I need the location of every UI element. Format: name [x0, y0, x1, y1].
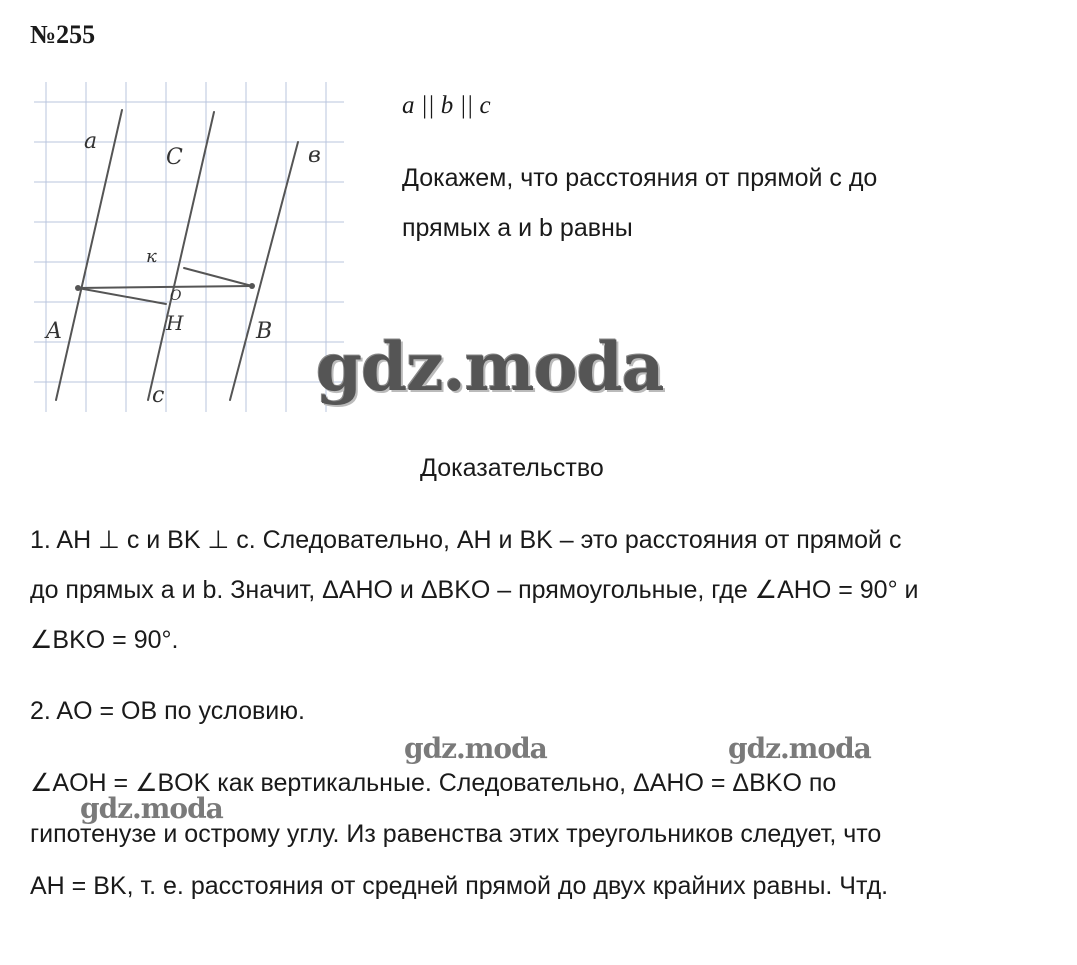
- proof-p2-line3: гипотенузе и острому углу. Из равенства этих треугольников следует, что: [30, 820, 882, 848]
- to-prove-line-1: Докажем, что расстояния от прямой c до: [402, 164, 878, 192]
- grid: [34, 82, 344, 412]
- geometry-sketch: [34, 82, 344, 412]
- problem-number: №255: [30, 20, 96, 49]
- proof-p2-line1: 2. AO = OB по условию.: [30, 697, 305, 725]
- segment-bk: [184, 268, 252, 286]
- label-a-point: A: [46, 319, 62, 344]
- proof-p2-line2: ∠AOH = ∠BOK как вертикальные. Следовательно, ΔAHO = ΔBKO по: [30, 769, 837, 797]
- label-h: H: [166, 311, 184, 335]
- proof-p2-line4: AH = BK, т. е. расстояния от средней прямой до двух крайних равны. Чтд.: [30, 872, 889, 900]
- label-b: в: [308, 143, 321, 168]
- point-a: [75, 285, 81, 291]
- label-c-top: C: [166, 145, 183, 170]
- watermark-small-1: gdz.moda: [404, 732, 547, 765]
- watermark-small-3: gdz.moda: [80, 792, 223, 825]
- label-c-bottom: c: [152, 383, 165, 408]
- to-prove-line-2: прямых a и b равны: [402, 214, 633, 242]
- segment-ab: [78, 286, 252, 288]
- label-a: a: [84, 129, 98, 154]
- proof-p1-line1: 1. AH ⊥ c и BK ⊥ c. Следовательно, AH и BK – это расстояния от прямой c: [30, 526, 902, 554]
- watermark-large: gdz.moda: [316, 328, 664, 406]
- proof-heading: Доказательство: [420, 454, 604, 482]
- label-o: O: [170, 288, 182, 304]
- point-b: [249, 283, 255, 289]
- line-b: [230, 142, 298, 400]
- proof-p1-line2: до прямых a и b. Значит, ΔAHO и ΔBKO – прямоугольные, где ∠AHO = 90° и: [30, 576, 919, 604]
- given-condition: a || b || c: [402, 92, 491, 119]
- proof-p1-line3: ∠BKO = 90°.: [30, 626, 179, 654]
- label-b-point: B: [256, 319, 273, 344]
- label-k: к: [146, 246, 157, 267]
- watermark-small-2: gdz.moda: [728, 732, 871, 765]
